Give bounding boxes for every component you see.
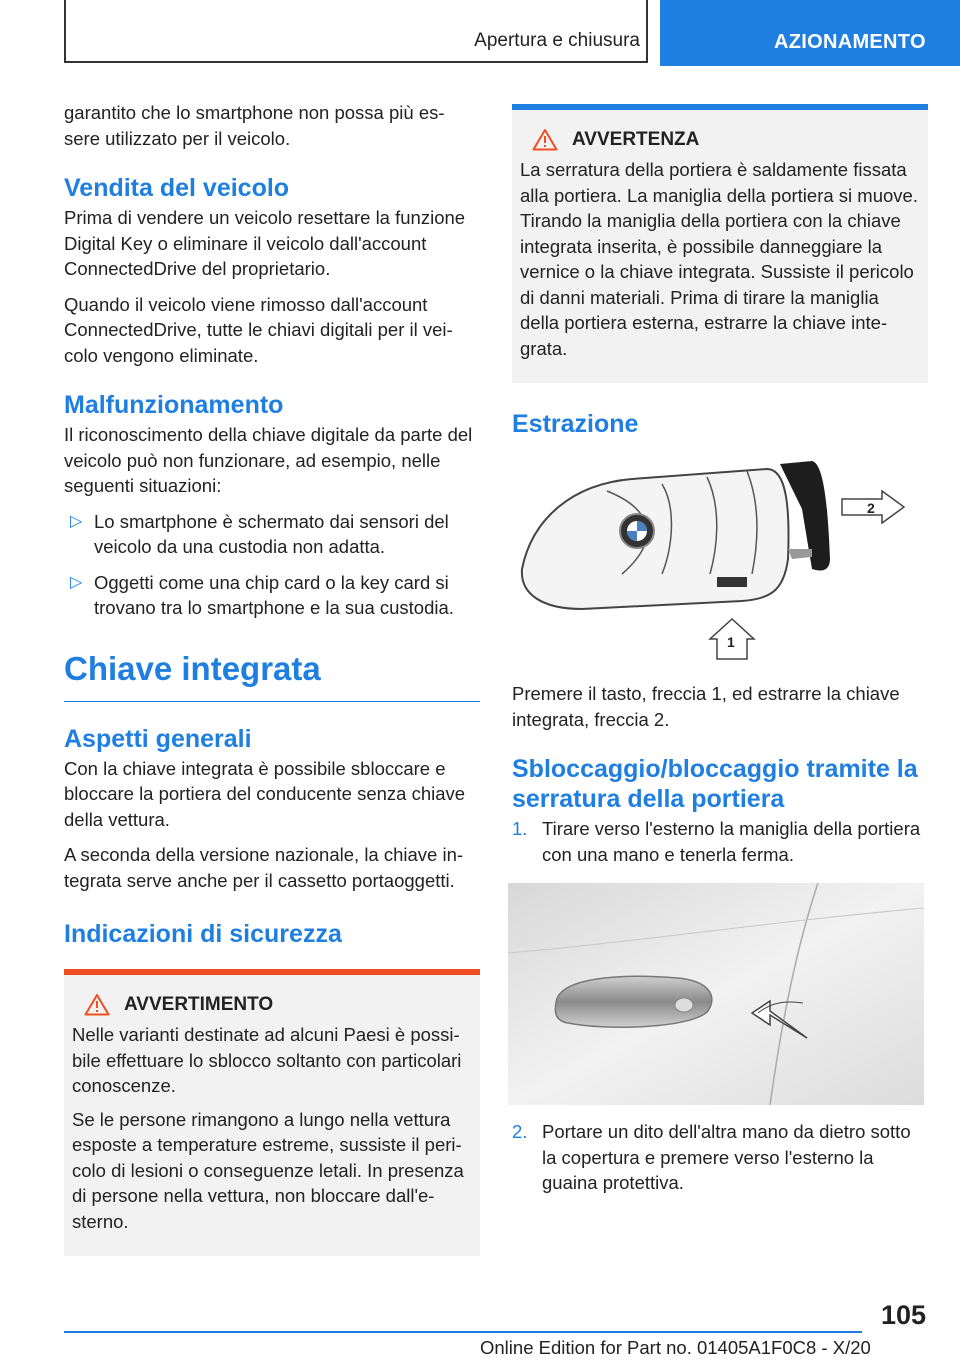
arrow-label-2: 2 xyxy=(867,500,875,516)
list-item xyxy=(512,1119,928,1196)
malfunzionamento-paragraph: Il riconoscimento della chiave digitale da parte del veicolo può non funzionare, ad esempio, nelle seguenti situazioni: xyxy=(64,424,473,496)
bullet-text: Oggetti come una chip card o la key card si trovano tra lo smartphone e la sua custodia. xyxy=(94,571,454,618)
step-text: Portare un dito dell'altra mano da dietro sotto la copertura e premere verso l'esterno la guaina protettiva. xyxy=(542,1121,911,1193)
heading-estrazione: Estrazione xyxy=(512,410,639,438)
heading-sblocco: Sbloccaggio/bloccaggio tramite la serratura della portiera xyxy=(512,755,918,813)
step-number: 2. xyxy=(512,1121,528,1142)
step-text: Tirare verso l'esterno la maniglia della portiera con una mano e tenerla ferma. xyxy=(542,818,921,865)
bullet-triangle-icon: ▷ xyxy=(70,512,83,530)
notice-header xyxy=(520,128,920,151)
estrazione-paragraph: Premere il tasto, freccia 1, ed estrarre la chiave integrata, freccia 2. xyxy=(512,683,900,730)
list-item xyxy=(64,570,480,621)
header-section-title: Apertura e chiusura xyxy=(474,30,640,51)
heading-sicurezza: Indicazioni di sicurezza xyxy=(64,920,342,948)
warning-paragraph-2: Se le persone rimangono a lungo nella vettura esposte a temperature estreme, sussiste il peri-colo di lesioni o conseguenze letali. In presenza di persone nella vettura, non bloccare dall'e-sterno. xyxy=(72,1108,464,1232)
left-column xyxy=(64,100,480,1256)
notice-title: AVVERTENZA xyxy=(572,128,700,150)
list-item xyxy=(64,509,480,560)
intro-paragraph: garantito che lo smartphone non possa più es-sere utilizzato per il veicolo. xyxy=(64,102,445,149)
heading-vendita: Vendita del veicolo xyxy=(64,174,290,202)
footer-edition: Online Edition for Part no. 01405A1F0C8 - X/20 xyxy=(480,1337,871,1358)
warning-title: AVVERTIMENTO xyxy=(124,993,274,1015)
heading-aspetti-generali: Aspetti generali xyxy=(64,724,252,753)
warning-paragraph-1: Nelle varianti destinate ad alcuni Paesi è possi-bile effettuare lo sblocco soltanto con particolari conoscenze. xyxy=(72,1024,462,1096)
notice-box xyxy=(512,104,928,383)
heading-chiave-integrata: Chiave integrata xyxy=(64,649,480,702)
notice-paragraph: La serratura della portiera è saldamente fissata alla portiera. La maniglia della portiera si muove. Tirando la maniglia della portiera con la chiave integrata inserita, è possibile danneggiare la vernice o la chiave integrata. Sussiste il pericolo di danni materiali. Prima di tirare la maniglia della portiera esterna, estrarre la chiave inte-grata. xyxy=(520,159,918,359)
aspetti-paragraph-1: Con la chiave integrata è possibile sbloccare e bloccare la portiera del conducente senza chiave della vettura. xyxy=(64,757,466,830)
header-chapter-label: AZIONAMENTO xyxy=(774,31,926,53)
warning-header xyxy=(72,993,472,1016)
bullet-text: Lo smartphone è schermato dai sensori del veicolo da una custodia non adatta. xyxy=(94,510,449,557)
header-chapter-tab xyxy=(660,0,960,66)
heading-malfunzionamento: Malfunzionamento xyxy=(64,391,284,419)
list-item xyxy=(512,816,928,867)
page-number: 105 xyxy=(880,1300,926,1330)
vendita-paragraph-2: Quando il veicolo viene rimosso dall'account ConnectedDrive, tutte le chiavi digitali per il vei-colo vengono eliminate. xyxy=(64,293,453,366)
step-number: 1. xyxy=(512,818,528,839)
aspetti-paragraph-2: A seconda della versione nazionale, la chiave in-tegrata serve anche per il cassetto portaoggetti. xyxy=(64,844,464,891)
right-column xyxy=(512,104,928,1206)
warning-box xyxy=(64,969,480,1256)
door-handle-illustration xyxy=(508,883,924,1105)
door-handle-image xyxy=(508,883,924,1105)
arrow-label-1: 1 xyxy=(727,634,735,650)
key-illustration xyxy=(512,449,928,669)
bullet-triangle-icon: ▷ xyxy=(70,573,83,591)
warning-triangle-icon xyxy=(532,128,558,151)
key-fob-image xyxy=(512,449,928,669)
footer-divider xyxy=(64,1331,862,1333)
warning-triangle-icon xyxy=(84,993,110,1016)
vendita-paragraph-1: Prima di vendere un veicolo resettare la funzione Digital Key o eliminare il veicolo dall'account ConnectedDrive del proprietario. xyxy=(64,207,466,279)
